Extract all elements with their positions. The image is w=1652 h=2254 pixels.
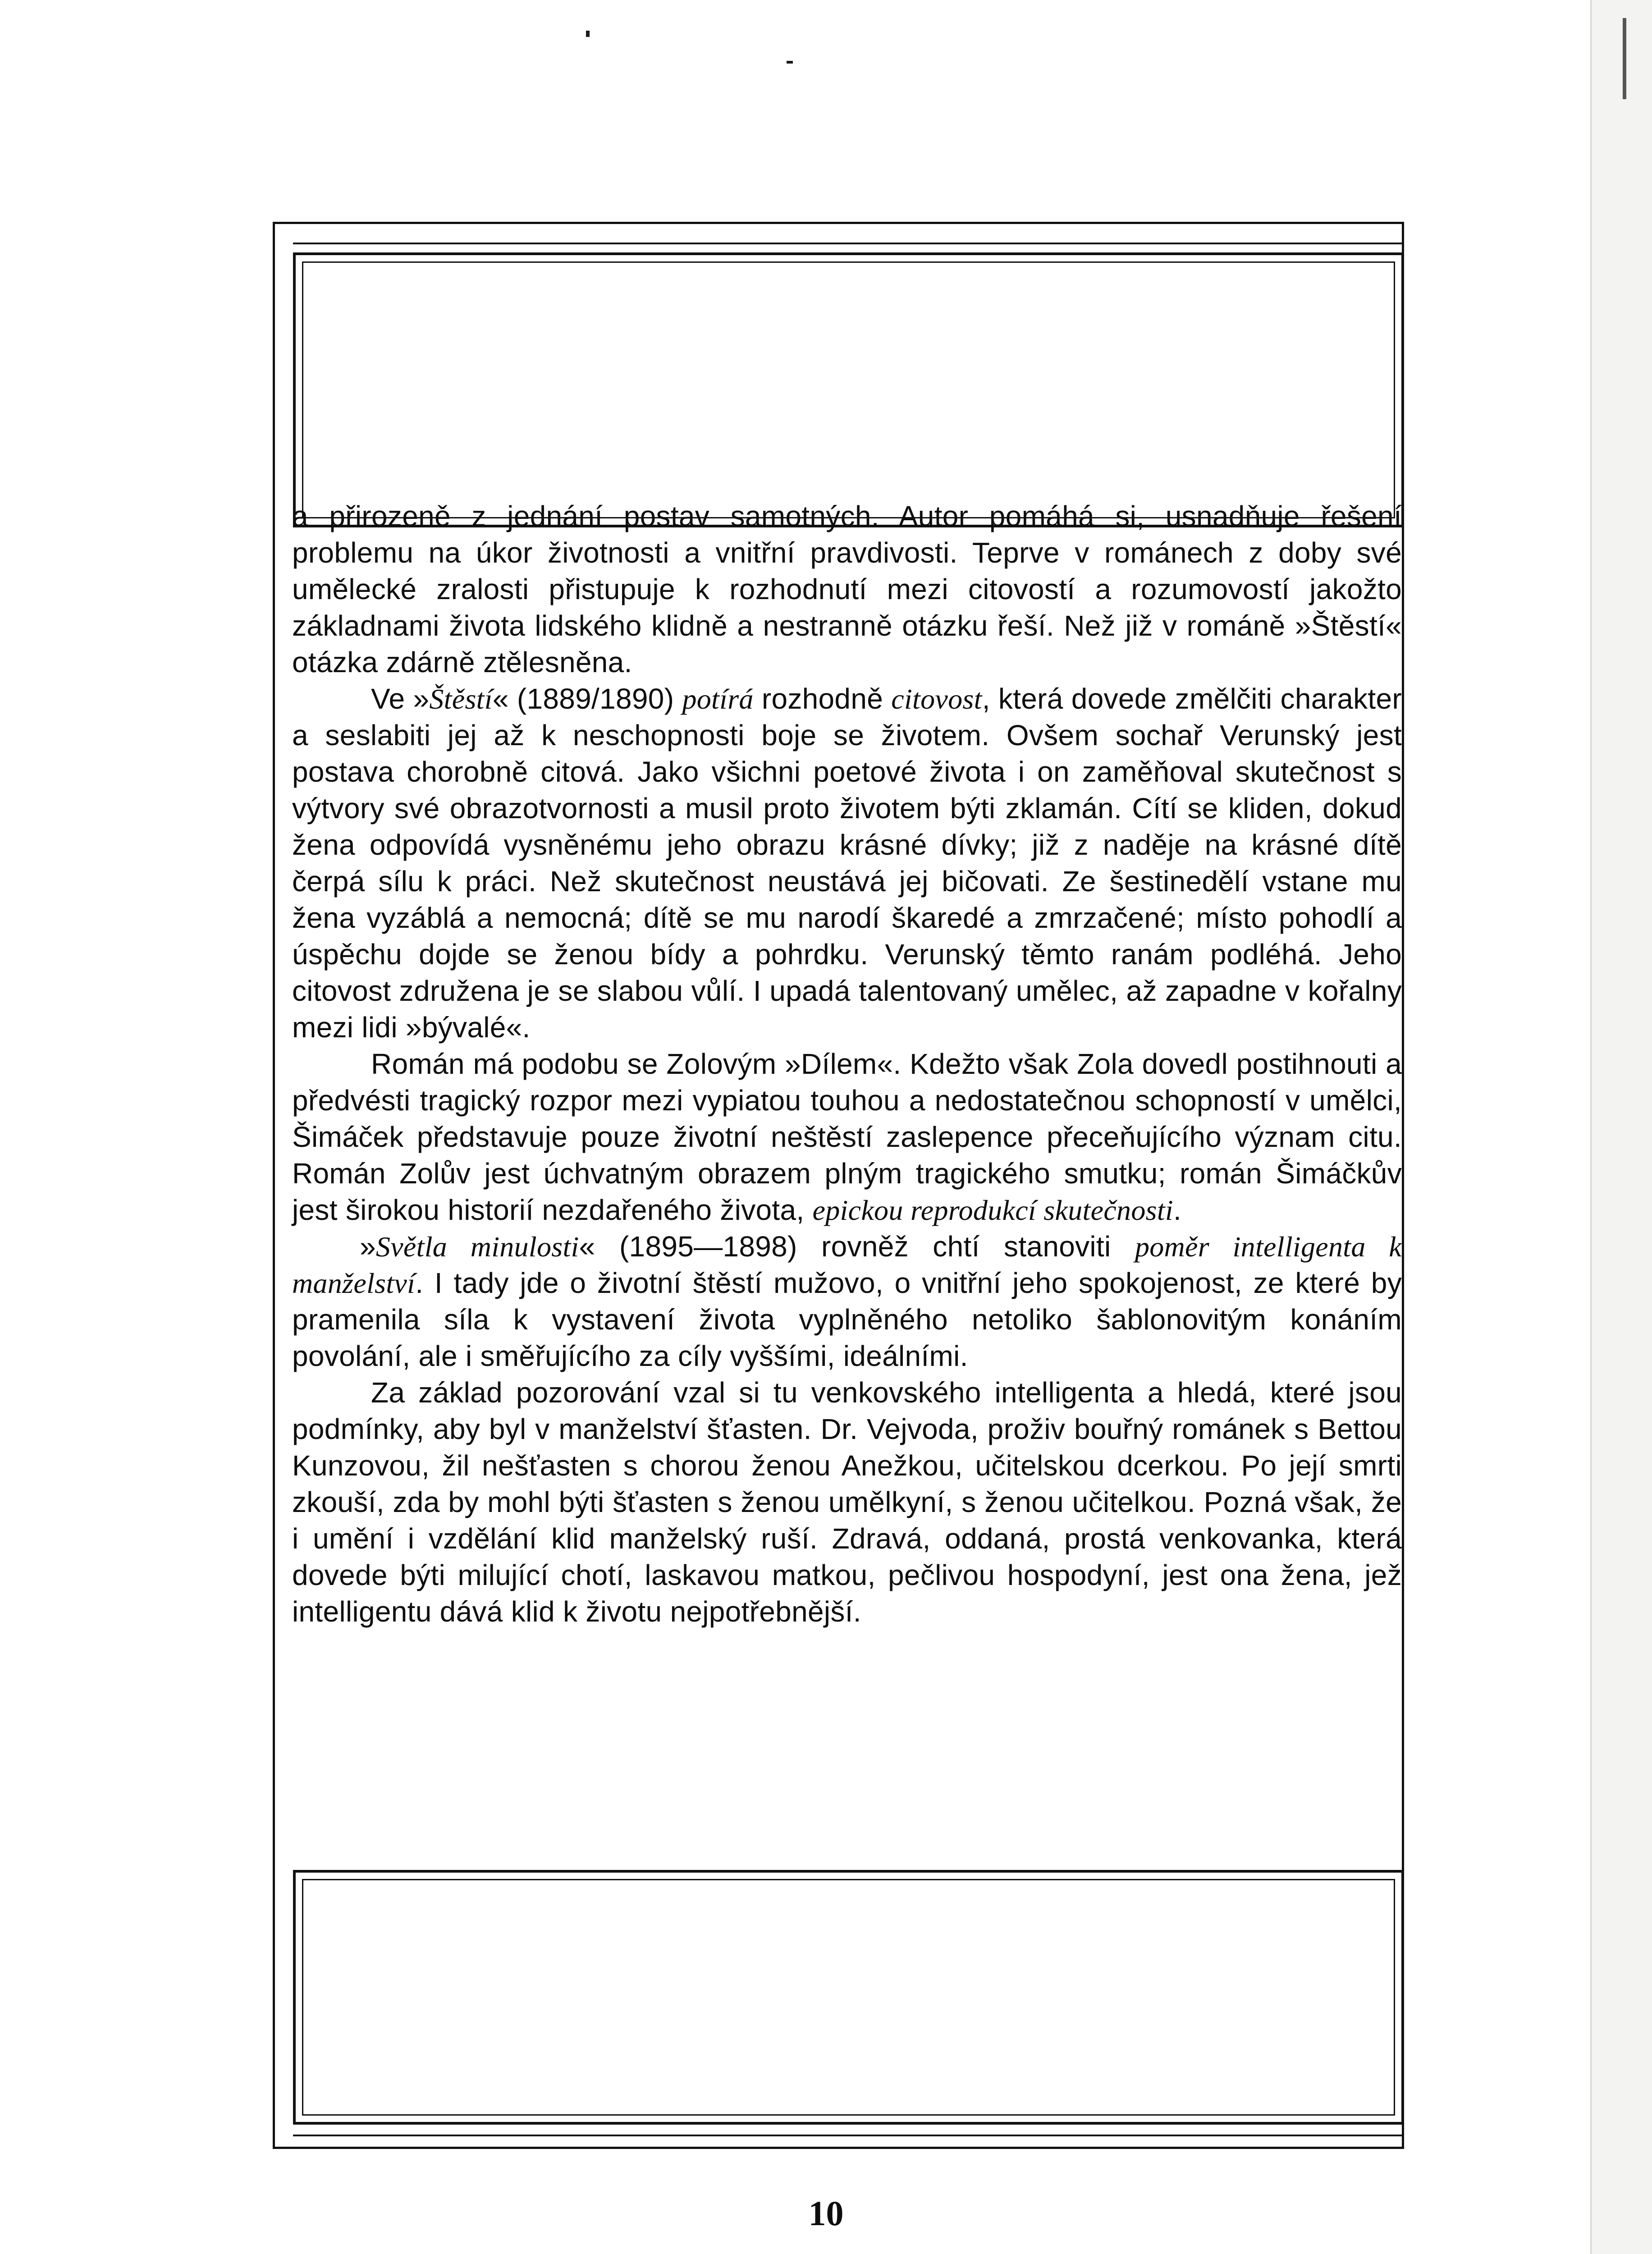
text-run: « (1895—1898) rovněž chtí stanoviti xyxy=(579,1230,1135,1263)
scan-mark xyxy=(787,61,793,64)
paragraph-4 xyxy=(292,1228,1402,1374)
text-run: Ve » xyxy=(371,683,430,715)
frame-rule xyxy=(293,2135,1404,2136)
text-run: Román má podobu se Zolovým »Dílem«. Kdežto však Zola dovedl postihnouti a předvésti tragický rozpor mezi vypiatou touhou a nedostatečnou schopností v umělci, Šimáček představuje pouze životní neštěstí zaslepence přeceňujícího význam citu. Román Zolův jest úchvatným obrazem plným tragického smutku; román Šimáčkův jest širokou historií nezdařeného života, xyxy=(292,1048,1402,1226)
text-run: rozhodně xyxy=(753,683,892,715)
text-run: . I tady jde o životní štěstí mužovo, o vnitřní jeho spokojenost, ze které by pramenila síla k vystavení života vyplněného netoliko šablonovitým konáním povolání, ale i směřujícího za cíly vyššími, ideálními. xyxy=(292,1267,1402,1372)
paragraph-3 xyxy=(292,1046,1402,1228)
paragraph-2 xyxy=(292,681,1402,1046)
emphasis: citovost xyxy=(891,683,982,715)
frame-rule xyxy=(293,243,1404,244)
novel-title: Štěstí xyxy=(429,683,493,715)
page-edge-shadow xyxy=(1590,0,1652,2254)
text-run: , která dovede změlčiti charakter a seslabiti jej až k neschopnosti boje se životem. Ovšem sochař Verunský jest postava chorobně citová. Jako všichni poetové života i on zaměňoval skutečnost s výtvory své obrazotvornosti a musil proto životem býti zklamán. Cítí se kliden, dokud žena odpovídá vysněnému jeho obrazu krásné dívky; již z naděje na krásné dítě čerpá sílu k práci. Než skutečnost neustává jej bičovati. Ze šestinedělí vstane mu žena vyzáblá a nemocná; dítě se mu narodí škaredé a zmrzačené; místo pohodlí a úspěchu dojde se ženou bídy a pohrdku. Verunský těmto ranám podléhá. Jeho citovost združena je se slabou vůlí. I upadá talentovaný umělec, až zapadne v kořalny mezi lidi »bývalé«. xyxy=(292,683,1402,1044)
paragraph-1: a přirozeně z jednání postav samotných. Autor pomáhá si, usnadňuje řešení problemu na úkor životnosti a vnitřní pravdivosti. Teprve v románech z doby své umělecké zralosti přistupuje k rozhodnutí mezi citovostí a rozumovostí jakožto základnami života lidského klidně a nestranně otázku řeší. Než již v románě »Štěstí« otázka zdárně ztělesněna. xyxy=(292,500,1402,678)
text-run: » xyxy=(360,1230,376,1263)
page-number: 10 xyxy=(808,2194,844,2233)
emphasis: potírá xyxy=(682,683,754,715)
emphasis: epickou reprodukcí skutečnosti xyxy=(812,1194,1173,1226)
text-run: . xyxy=(1173,1194,1182,1226)
decorative-box-bottom xyxy=(293,1870,1404,2125)
text-run: « (1889/1890) xyxy=(492,683,682,715)
scan-mark xyxy=(1623,18,1626,99)
body-text xyxy=(292,498,1402,1630)
novel-title: Světla minulosti xyxy=(375,1231,579,1263)
emphasis: poměr intelligenta k manželství xyxy=(292,1231,1402,1299)
scan-mark xyxy=(586,31,590,37)
decorative-box-top xyxy=(293,252,1404,527)
paragraph-5: Za základ pozorování vzal si tu venkovského intelligenta a hledá, které jsou podmínky, aby byl v manželství šťasten. Dr. Vejvoda, proživ bouřný románek s Bettou Kunzovou, žil nešťasten s chorou ženou Anežkou, učitelskou dcerkou. Po její smrti zkouší, zda by mohl býti šťasten s ženou umělkyní, s ženou učitelkou. Pozná však, že i umění i vzdělání klid manželský ruší. Zdravá, oddaná, prostá venkovanka, která dovede býti milující chotí, laskavou matkou, pečlivou hospodyní, jest ona žena, jež intelligentu dává klid k životu nejpotřebnější. xyxy=(292,1376,1402,1628)
